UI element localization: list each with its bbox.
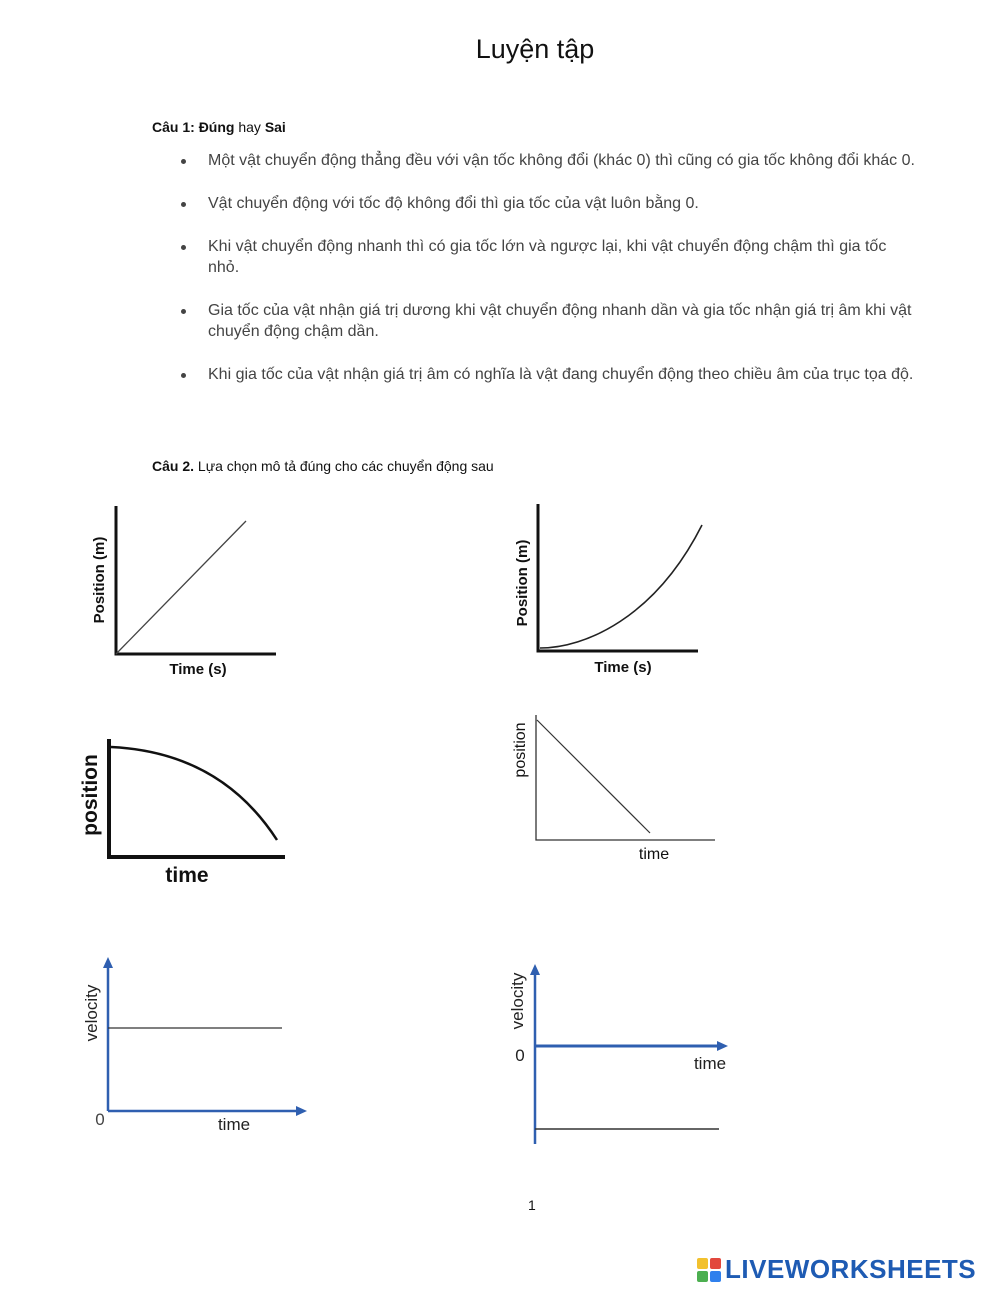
graph-2-curve	[540, 525, 702, 648]
connector-word: hay	[238, 119, 261, 135]
graph-2-axes	[538, 504, 698, 651]
graph-4-xlabel: time	[638, 846, 670, 863]
question-2-text: Lựa chọn mô tả đúng cho các chuyển động sau	[197, 458, 494, 474]
page-number: 1	[528, 1197, 536, 1213]
graph-1-axes	[116, 506, 276, 654]
graph-1-curve	[116, 521, 246, 654]
graph-1-svg	[80, 500, 290, 685]
graph-5-origin: 0	[95, 1110, 105, 1129]
statement-item: Một vật chuyển động thẳng đều với vận tốc không đổi (khác 0) thì cũng có gia tốc không đổi khác 0.	[178, 150, 918, 171]
question-1-heading	[152, 119, 286, 135]
graph-3-xlabel: time	[165, 864, 209, 887]
logo-tile	[710, 1258, 721, 1269]
graph-3-ylabel: position	[79, 754, 102, 836]
statement-item: Vật chuyển động với tốc độ không đổi thì gia tốc của vật luôn bằng 0.	[178, 193, 918, 214]
statement-item: Khi vật chuyển động nhanh thì có gia tốc lớn và ngược lại, khi vật chuyển động chậm thì gia tốc nhỏ.	[178, 236, 918, 278]
graph-position-decelerating	[75, 735, 290, 890]
graph-2-xlabel: Time (s)	[594, 659, 652, 676]
question-2-heading	[152, 458, 494, 474]
graph-4-svg	[505, 705, 720, 865]
graph-position-accelerating	[505, 498, 715, 683]
statement-item: Khi gia tốc của vật nhận giá trị âm có nghĩa là vật đang chuyển động theo chiều âm của trục tọa độ.	[178, 364, 918, 385]
graph-4-curve	[537, 720, 650, 833]
page-title: Luyện tập	[475, 34, 595, 64]
liveworksheets-logo[interactable]	[697, 1254, 976, 1285]
graph-6-svg	[505, 962, 745, 1152]
logo-tile	[697, 1258, 708, 1269]
graph-6-ylabel: velocity	[508, 972, 527, 1030]
true-word: Đúng	[198, 119, 235, 135]
graph-5-ylabel: velocity	[82, 984, 101, 1042]
graph-6-x-arrow	[717, 1041, 728, 1051]
false-word: Sai	[264, 119, 286, 135]
graph-3-axes	[109, 739, 285, 857]
question-2-label: Câu 2.	[152, 458, 195, 474]
graph-2-svg	[505, 498, 715, 683]
graph-5-svg	[78, 955, 318, 1140]
graph-6-y-arrow	[530, 964, 540, 975]
graph-5-x-arrow	[296, 1106, 307, 1116]
graph-3-svg	[75, 735, 290, 890]
graph-1-xlabel: Time (s)	[169, 661, 227, 678]
logo-tile	[710, 1271, 721, 1282]
graph-3-curve	[111, 747, 277, 840]
graph-2-ylabel: Position (m)	[514, 539, 531, 627]
statement-item: Gia tốc của vật nhận giá trị dương khi vật chuyển động nhanh dần và gia tốc nhận giá trị âm khi vật chuyển động chậm dần.	[178, 300, 918, 342]
graph-4-axes	[536, 715, 715, 840]
graph-6-origin: 0	[515, 1046, 525, 1065]
graph-4-ylabel: position	[512, 722, 529, 778]
logo-mark-icon	[697, 1258, 721, 1282]
statement-list	[178, 150, 918, 407]
graph-velocity-positive	[78, 955, 318, 1140]
graph-5-y-arrow	[103, 957, 113, 968]
graph-6-xlabel: time	[693, 1054, 727, 1073]
graph-5-xlabel: time	[217, 1115, 251, 1134]
graph-position-linear	[80, 500, 290, 685]
graph-position-linear-decreasing	[505, 705, 720, 865]
graph-1-ylabel: Position (m)	[91, 536, 108, 624]
logo-tile	[697, 1271, 708, 1282]
question-1-label: Câu 1:	[152, 119, 195, 135]
logo-text: LIVEWORKSHEETS	[725, 1254, 977, 1284]
graph-velocity-negative	[505, 962, 745, 1152]
